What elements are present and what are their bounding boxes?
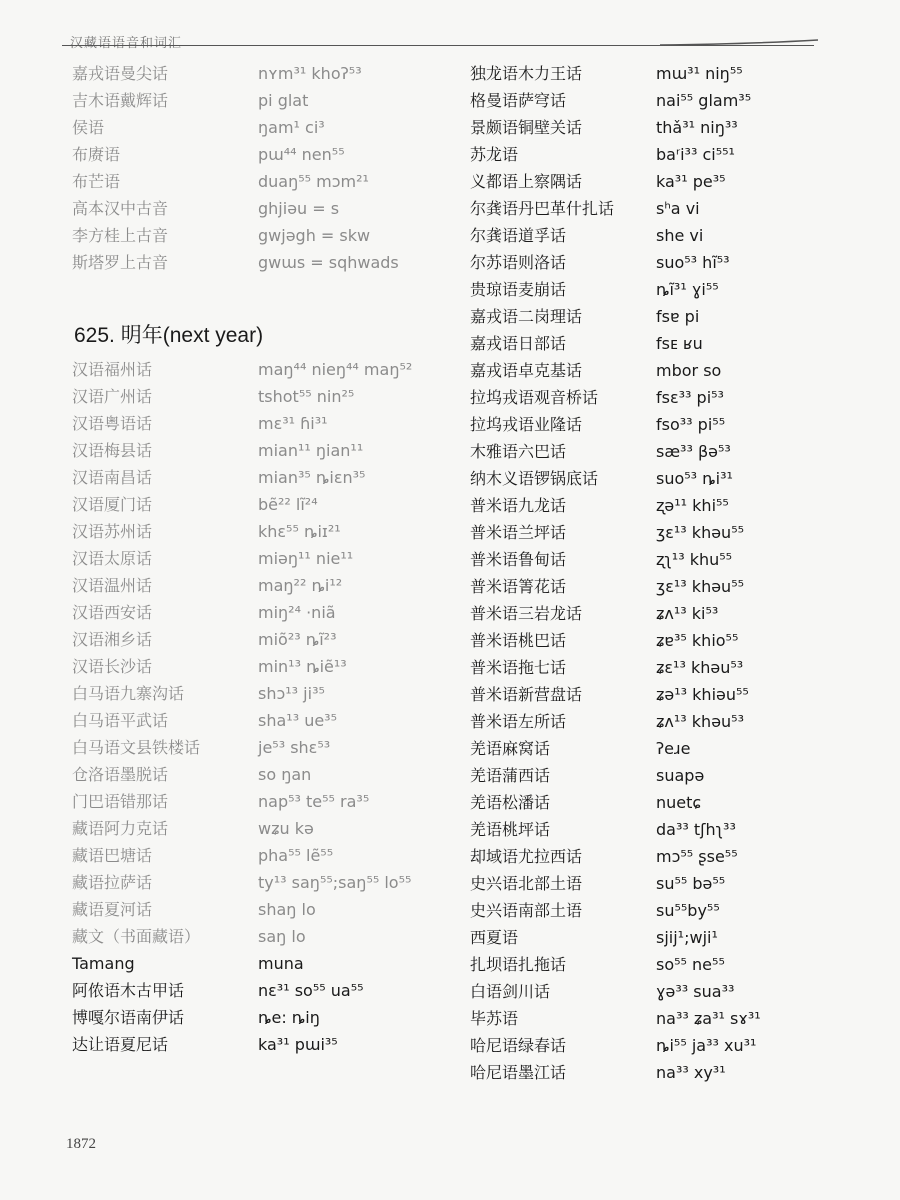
pronunciation: miǝŋ¹¹ nie¹¹: [258, 549, 354, 568]
language-name: 普米语新营盘话: [470, 685, 583, 704]
pronunciation: fsɐ pi: [656, 307, 700, 326]
entry-row: [72, 168, 442, 195]
pronunciation: sæ³³ βǝ⁵³: [656, 442, 731, 461]
language-name: 吉木语戴辉话: [72, 91, 169, 110]
entry-row: [470, 978, 800, 1005]
entry-row: [470, 789, 800, 816]
language-name: 格曼语萨穹话: [470, 91, 567, 110]
pronunciation: ty¹³ saŋ⁵⁵;saŋ⁵⁵ lo⁵⁵: [258, 873, 412, 892]
language-name: 羌语松潘话: [470, 793, 551, 812]
entry-list-right: [470, 60, 800, 1086]
entry-row: [72, 437, 442, 464]
language-name: 景颇语铜壁关话: [470, 118, 583, 137]
language-name: 门巴语错那话: [72, 792, 169, 811]
left-column: [72, 60, 442, 1058]
language-name: 嘉戎语曼尖话: [72, 64, 169, 83]
entry-row: [72, 249, 442, 276]
language-name: 藏语夏河话: [72, 900, 153, 919]
entry-row: [470, 843, 800, 870]
language-name: 哈尼语绿春话: [470, 1036, 567, 1055]
pronunciation: suo⁵³ ȵi³¹: [656, 469, 733, 488]
language-name: 尔苏语则洛话: [470, 253, 567, 272]
pronunciation: ka³¹ pe³⁵: [656, 172, 726, 191]
entry-row: [470, 1059, 800, 1086]
language-name: 羌语蒲西话: [470, 766, 551, 785]
entry-row: [470, 951, 800, 978]
language-name: 尔龚语道孚话: [470, 226, 567, 245]
pronunciation: mian¹¹ ŋian¹¹: [258, 441, 364, 460]
pronunciation: suapǝ: [656, 766, 705, 785]
pronunciation: gwjǝgh = skw: [258, 226, 371, 245]
entry-row: [72, 734, 442, 761]
language-name: 汉语苏州话: [72, 522, 153, 541]
pronunciation: ʑǝ¹³ khiǝu⁵⁵: [656, 685, 749, 704]
entry-row: [470, 249, 800, 276]
entry-row: [470, 60, 800, 87]
pronunciation: mbor so: [656, 361, 722, 380]
entry-row: [72, 815, 442, 842]
language-name: 汉语湘乡话: [72, 630, 153, 649]
pronunciation: pɯ⁴⁴ nen⁵⁵: [258, 145, 345, 164]
pronunciation: suo⁵³ hĩ⁵³: [656, 253, 730, 272]
entry-row: [470, 141, 800, 168]
pronunciation: ʒɛ¹³ khǝu⁵⁵: [656, 523, 745, 542]
entry-row: [470, 681, 800, 708]
pronunciation: na³³ xy³¹: [656, 1063, 726, 1082]
language-name: 贵琼语麦崩话: [470, 280, 567, 299]
pronunciation: ʑʌ¹³ ki⁵³: [656, 604, 719, 623]
entry-row: [470, 276, 800, 303]
entry-row: [72, 788, 442, 815]
language-name: 义都语上察隅话: [470, 172, 583, 191]
right-column: [470, 60, 800, 1086]
language-name: 汉语厦门话: [72, 495, 153, 514]
language-name: 木雅语六巴话: [470, 442, 567, 461]
entry-row: [470, 600, 800, 627]
entry-row: [470, 627, 800, 654]
entry-row: [72, 896, 442, 923]
entry-row: [470, 870, 800, 897]
pronunciation: miõ²³ ȵĩ²³: [258, 630, 337, 649]
pronunciation: fsɛ³³ pi⁵³: [656, 388, 724, 407]
language-name: 汉语太原话: [72, 549, 153, 568]
entry-row: [72, 680, 442, 707]
pronunciation: ŋam¹ ci³: [258, 118, 325, 137]
language-name: 西夏语: [470, 928, 519, 947]
entry-row: [72, 599, 442, 626]
language-name: 嘉戎语卓克基话: [470, 361, 583, 380]
pronunciation: ɣǝ³³ sua³³: [656, 982, 735, 1001]
language-name: 藏语巴塘话: [72, 846, 153, 865]
language-name: 汉语广州话: [72, 387, 153, 406]
language-name: 普米语桃巴话: [470, 631, 567, 650]
entry-row: [72, 950, 442, 977]
entry-row: [72, 869, 442, 896]
entry-row: [72, 626, 442, 653]
language-name: 纳木义语锣锅底话: [470, 469, 599, 488]
language-name: 普米语兰坪话: [470, 523, 567, 542]
pronunciation: ȵe: ȵiŋ: [258, 1008, 320, 1027]
entry-row: [470, 546, 800, 573]
pronunciation: nɛ³¹ so⁵⁵ ua⁵⁵: [258, 981, 364, 1000]
pronunciation: nai⁵⁵ glam³⁵: [656, 91, 752, 110]
language-name: 博嘎尔语南伊话: [72, 1008, 185, 1027]
entry-row: [72, 842, 442, 869]
entry-row: [470, 87, 800, 114]
language-name: 汉语长沙话: [72, 657, 153, 676]
pronunciation: su⁵⁵by⁵⁵: [656, 901, 720, 920]
language-name: 羌语桃坪话: [470, 820, 551, 839]
entry-row: [470, 411, 800, 438]
language-name: 汉语温州话: [72, 576, 153, 595]
pronunciation: duaŋ⁵⁵ mɔm²¹: [258, 172, 369, 191]
language-name: 嘉戎语日部话: [470, 334, 567, 353]
entry-row: [470, 114, 800, 141]
entry-row: [72, 60, 442, 87]
language-name: 藏语拉萨话: [72, 873, 153, 892]
pronunciation: da³³ tʃhʅ³³: [656, 820, 736, 839]
language-name: 高本汉中古音: [72, 199, 169, 218]
pronunciation: ʑʌ¹³ khǝu⁵³: [656, 712, 744, 731]
pronunciation: mɛ³¹ ɦi³¹: [258, 414, 328, 433]
entry-row: [470, 1005, 800, 1032]
language-name: 汉语梅县话: [72, 441, 153, 460]
language-name: 汉语西安话: [72, 603, 153, 622]
running-header: 汉藏语语音和词汇: [70, 36, 183, 51]
pronunciation: pha⁵⁵ lẽ⁵⁵: [258, 846, 334, 865]
language-name: 普米语鲁甸话: [470, 550, 567, 569]
language-name: 尔龚语丹巴革什扎话: [470, 199, 615, 218]
entry-row: [470, 654, 800, 681]
section-title: 明年(next year): [120, 324, 264, 347]
language-name: 仓洛语墨脱话: [72, 765, 169, 784]
language-name: 史兴语南部土语: [470, 901, 583, 920]
pronunciation: ghjiǝu = s: [258, 199, 340, 218]
entry-row: [470, 735, 800, 762]
language-name: 白马语平武话: [72, 711, 169, 730]
entry-row: [72, 222, 442, 249]
entry-row: [470, 465, 800, 492]
section-heading: [74, 316, 442, 356]
pronunciation: je⁵³ shɛ⁵³: [258, 738, 331, 757]
pronunciation: su⁵⁵ bǝ⁵⁵: [656, 874, 726, 893]
page-number: 1872: [66, 1136, 96, 1152]
language-name: 藏文（书面藏语）: [72, 927, 201, 946]
language-name: 独龙语木力王话: [470, 64, 583, 83]
entry-row: [470, 168, 800, 195]
entry-row: [72, 518, 442, 545]
language-name: 达让语夏尼话: [72, 1035, 169, 1054]
pronunciation: ʑɛ¹³ khǝu⁵³: [656, 658, 744, 677]
entry-row: [470, 330, 800, 357]
pronunciation: so⁵⁵ ne⁵⁵: [656, 955, 725, 974]
language-name: Tamang: [72, 954, 135, 973]
language-name: 普米语三岩龙话: [470, 604, 583, 623]
language-name: 汉语福州话: [72, 360, 153, 379]
pronunciation: miŋ²⁴ ·niã: [258, 603, 336, 622]
pronunciation: so ŋan: [258, 765, 312, 784]
pronunciation: mɔ⁵⁵ ʂse⁵⁵: [656, 847, 738, 866]
entry-row: [72, 141, 442, 168]
pronunciation: sʰa vi: [656, 199, 700, 218]
entry-row: [470, 897, 800, 924]
pronunciation: maŋ²² ȵi¹²: [258, 576, 343, 595]
language-name: 白马语九寨沟话: [72, 684, 185, 703]
entry-row: [72, 464, 442, 491]
entry-row: [72, 707, 442, 734]
language-name: 布赓语: [72, 145, 121, 164]
pronunciation: nap⁵³ te⁵⁵ ra³⁵: [258, 792, 370, 811]
entry-row: [470, 222, 800, 249]
pronunciation: bẽ²² lĩ²⁴: [258, 495, 318, 514]
language-name: 苏龙语: [470, 145, 519, 164]
entry-row: [470, 1032, 800, 1059]
entry-row: [72, 761, 442, 788]
entry-row: [72, 410, 442, 437]
language-name: 藏语阿力克话: [72, 819, 169, 838]
pronunciation: nʏm³¹ khoʔ⁵³: [258, 64, 362, 83]
pronunciation: ȵi⁵⁵ ja³³ xu³¹: [656, 1036, 757, 1055]
language-name: 普米语九龙话: [470, 496, 567, 515]
pronunciation: tshot⁵⁵ nin²⁵: [258, 387, 355, 406]
entry-row: [470, 438, 800, 465]
pronunciation: min¹³ ȵiẽ¹³: [258, 657, 347, 676]
entry-row: [470, 492, 800, 519]
pronunciation: baʳi³³ ci⁵⁵¹: [656, 145, 735, 164]
pronunciation: ʐʅ¹³ khu⁵⁵: [656, 550, 733, 569]
language-name: 阿侬语木古甲话: [72, 981, 185, 1000]
entry-row: [470, 195, 800, 222]
language-name: 汉语粤语话: [72, 414, 153, 433]
pronunciation: gwɯs = sqhwads: [258, 253, 399, 272]
pronunciation: thǎ³¹ niŋ³³: [656, 118, 738, 137]
pronunciation: muna: [258, 954, 304, 973]
entry-row: [470, 708, 800, 735]
entry-row: [470, 303, 800, 330]
language-name: 李方桂上古音: [72, 226, 169, 245]
pronunciation: mian³⁵ ȵiɛn³⁵: [258, 468, 366, 487]
pronunciation: mɯ³¹ niŋ⁵⁵: [656, 64, 743, 83]
pronunciation: shaŋ lo: [258, 900, 316, 919]
pronunciation: nuetɕ: [656, 793, 702, 812]
entry-row: [72, 572, 442, 599]
section-number: 625.: [74, 324, 115, 347]
entry-row: [470, 924, 800, 951]
pronunciation: ʑɐ³⁵ khio⁵⁵: [656, 631, 739, 650]
entry-row: [72, 87, 442, 114]
entry-row: [470, 384, 800, 411]
entry-list-top: [72, 60, 442, 276]
language-name: 白马语文县铁楼话: [72, 738, 201, 757]
header-rule-curve: [660, 34, 820, 48]
language-name: 侯语: [72, 118, 105, 137]
entry-row: [470, 519, 800, 546]
language-name: 斯塔罗上古音: [72, 253, 169, 272]
entry-row: [72, 923, 442, 950]
entry-row: [72, 383, 442, 410]
language-name: 却域语尤拉西话: [470, 847, 583, 866]
entry-row: [72, 195, 442, 222]
language-name: 普米语箐花话: [470, 577, 567, 596]
entry-row: [72, 1031, 442, 1058]
entry-row: [72, 356, 442, 383]
pronunciation: maŋ⁴⁴ nieŋ⁴⁴ maŋ⁵²: [258, 360, 413, 379]
pronunciation: fsᴇ ʁu: [656, 334, 703, 353]
pronunciation: ȵĩ³¹ ɣi⁵⁵: [656, 280, 719, 299]
pronunciation: saŋ lo: [258, 927, 306, 946]
pronunciation: pi glat: [258, 91, 309, 110]
pronunciation: khɛ⁵⁵ ȵiɪ²¹: [258, 522, 341, 541]
entry-row: [72, 977, 442, 1004]
entry-row: [72, 653, 442, 680]
pronunciation: wʑu kǝ: [258, 819, 314, 838]
language-name: 拉坞戎语观音桥话: [470, 388, 599, 407]
language-name: 普米语左所话: [470, 712, 567, 731]
pronunciation: ka³¹ pɯi³⁵: [258, 1035, 338, 1054]
pronunciation: ʔeɹe: [656, 739, 691, 758]
pronunciation: sha¹³ ue³⁵: [258, 711, 338, 730]
entry-row: [470, 816, 800, 843]
pronunciation: na³³ ʑa³¹ sɤ³¹: [656, 1009, 761, 1028]
entry-row: [72, 491, 442, 518]
language-name: 布芒语: [72, 172, 121, 191]
entry-row: [470, 573, 800, 600]
pronunciation: ʒɛ¹³ khǝu⁵⁵: [656, 577, 745, 596]
pronunciation: sjij¹;wji¹: [656, 928, 718, 947]
entry-list-bottom: [72, 356, 442, 1058]
entry-row: [470, 762, 800, 789]
language-name: 哈尼语墨江话: [470, 1063, 567, 1082]
pronunciation: fso³³ pi⁵⁵: [656, 415, 726, 434]
language-name: 毕苏语: [470, 1009, 519, 1028]
entry-row: [72, 545, 442, 572]
language-name: 嘉戎语二岗理话: [470, 307, 583, 326]
entry-row: [470, 357, 800, 384]
language-name: 羌语麻窝话: [470, 739, 551, 758]
entry-row: [72, 114, 442, 141]
language-name: 拉坞戎语业隆话: [470, 415, 583, 434]
entry-row: [72, 1004, 442, 1031]
language-name: 普米语拖七话: [470, 658, 567, 677]
language-name: 汉语南昌话: [72, 468, 153, 487]
pronunciation: shɔ¹³ ji³⁵: [258, 684, 325, 703]
pronunciation: she vi: [656, 226, 704, 245]
language-name: 史兴语北部土语: [470, 874, 583, 893]
pronunciation: ʐǝ¹¹ khi⁵⁵: [656, 496, 729, 515]
language-name: 白语剑川话: [470, 982, 551, 1001]
language-name: 扎坝语扎拖话: [470, 955, 567, 974]
